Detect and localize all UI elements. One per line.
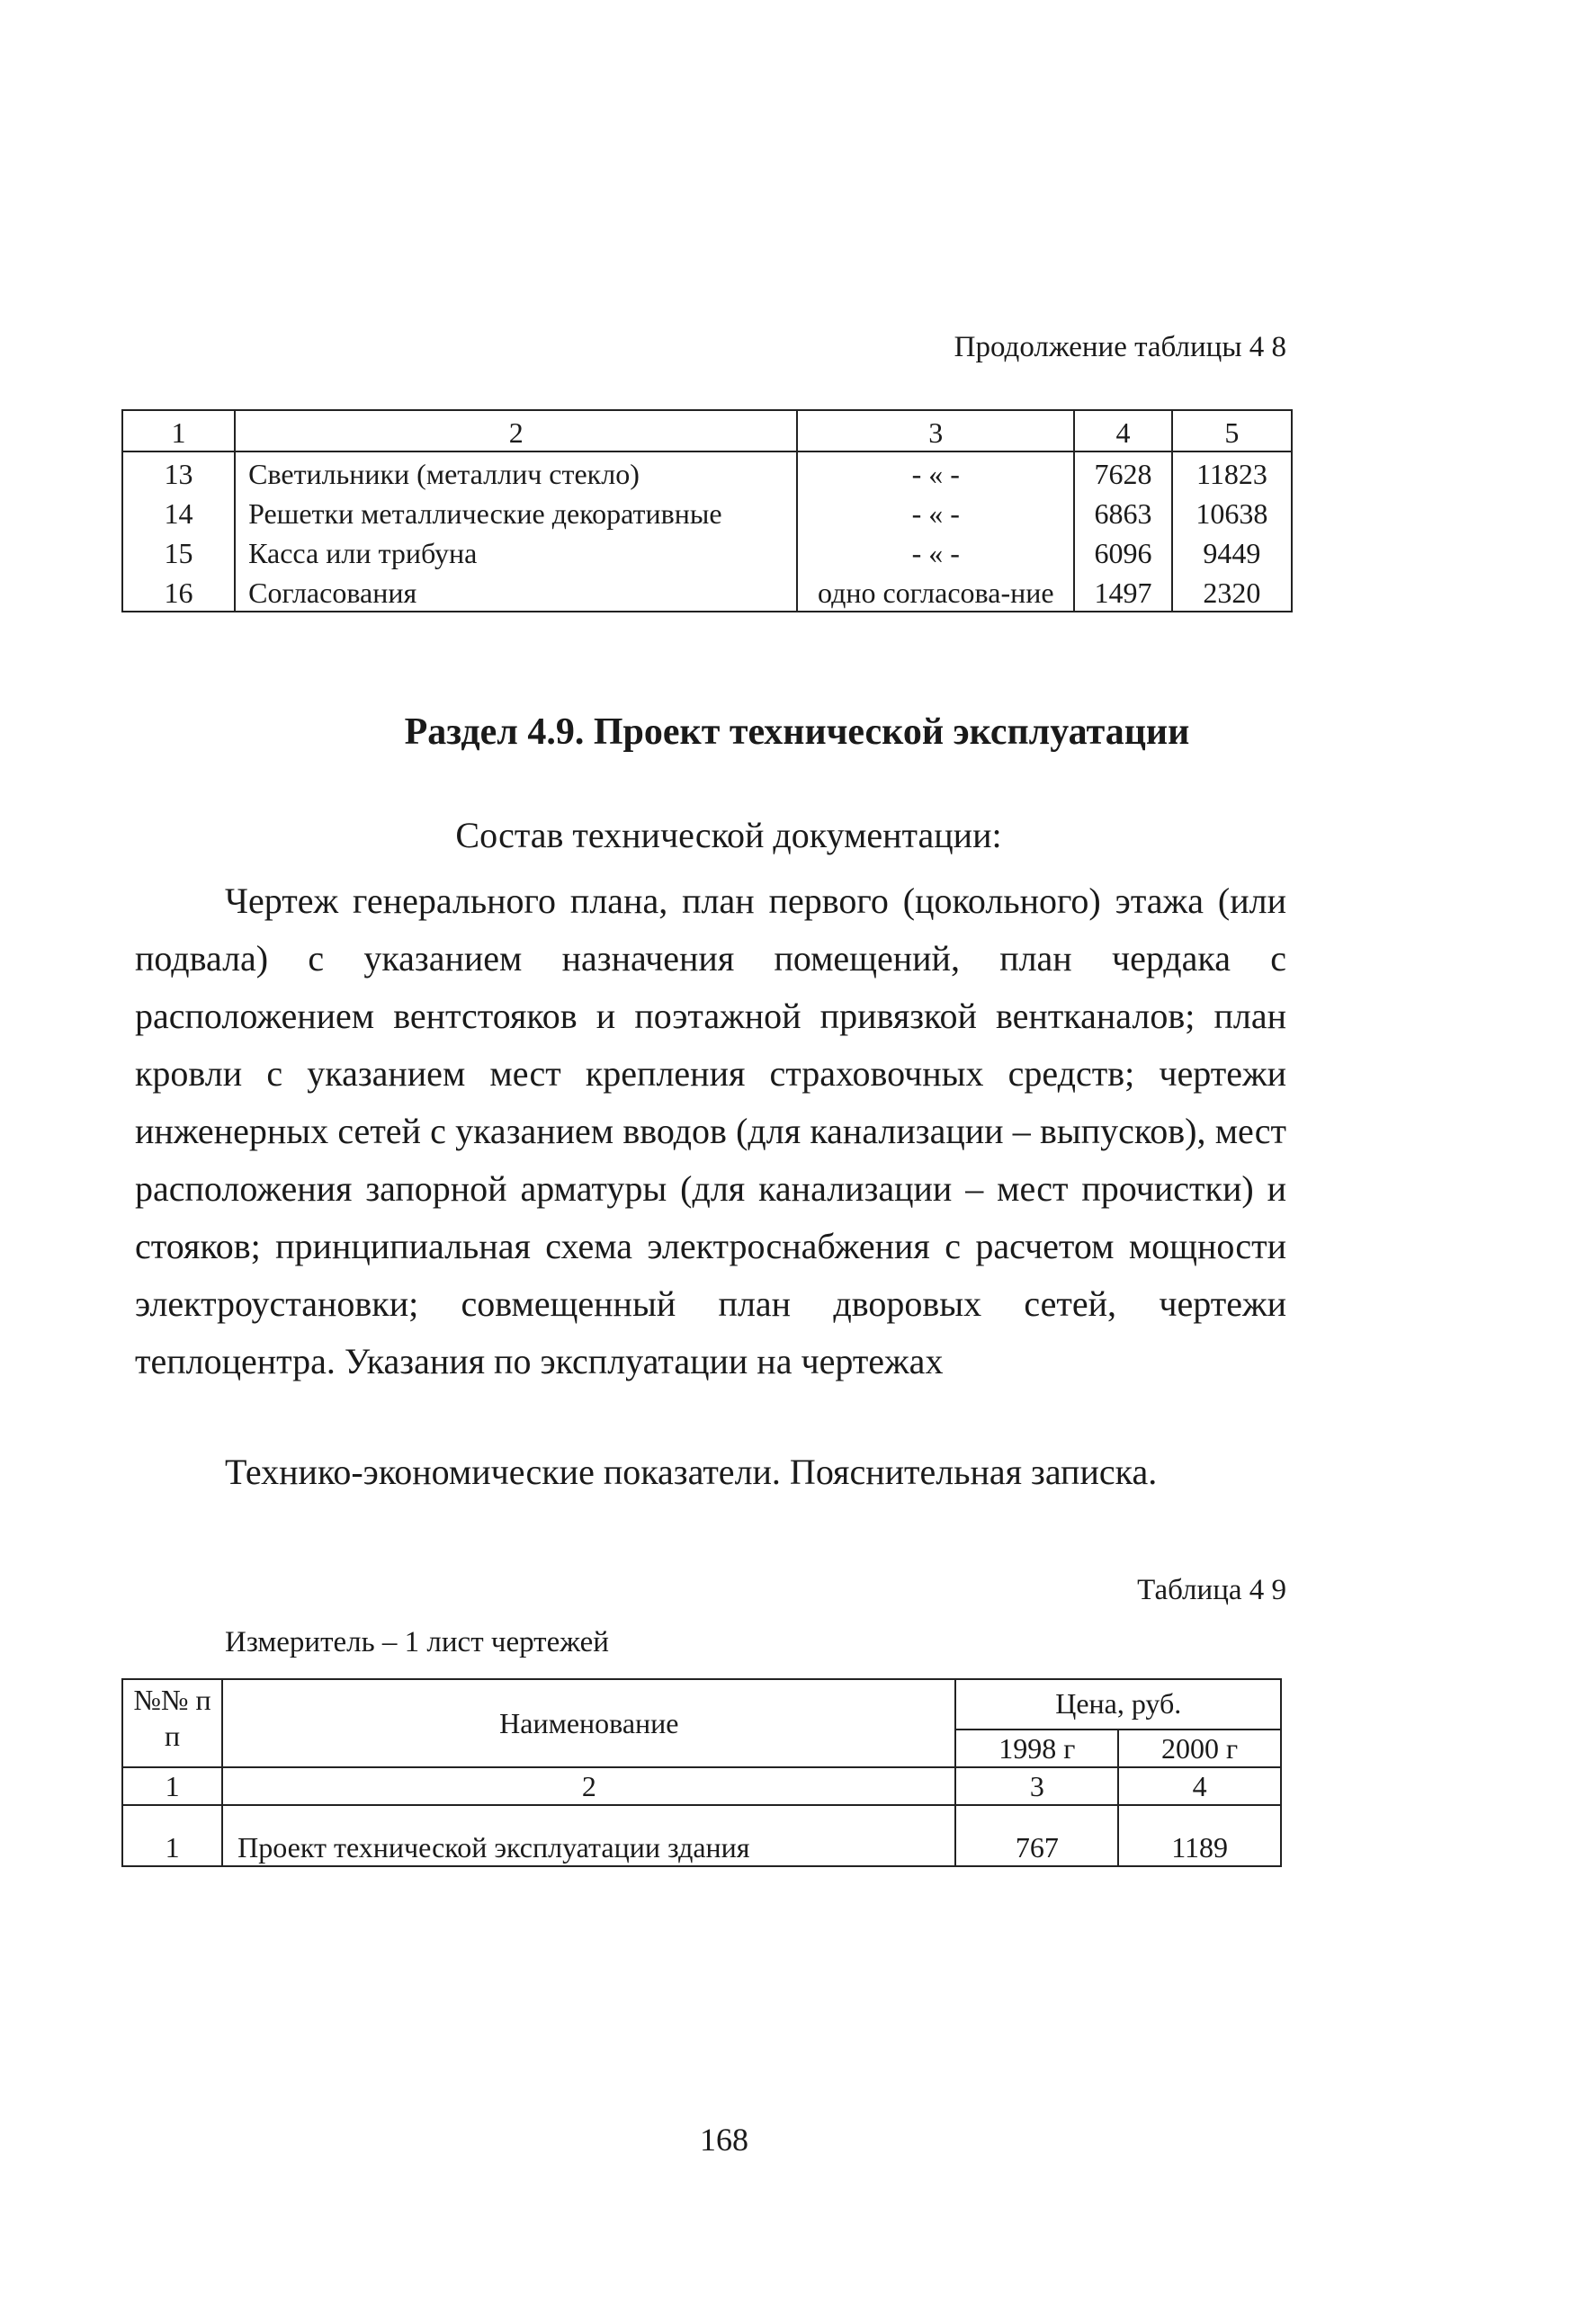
column-header-year: 1998 г [955, 1730, 1118, 1767]
unit: - « - [797, 451, 1074, 492]
column-header: 3 [797, 410, 1074, 451]
measure-caption: Измеритель – 1 лист чертежей [225, 1626, 609, 1658]
table-row [122, 492, 1292, 532]
table-4-9-caption: Таблица 4 9 [1137, 1574, 1286, 1606]
column-header: 2 [235, 410, 797, 451]
price-1998: 1497 [1074, 571, 1172, 612]
price-2000: 1189 [1118, 1805, 1281, 1866]
table-row [122, 451, 1292, 492]
price-2000: 2320 [1172, 571, 1292, 612]
column-header-price: Цена, руб. [955, 1679, 1281, 1730]
item-name: Решетки металлические декоративные [235, 492, 797, 532]
unit: - « - [797, 532, 1074, 571]
column-index: 4 [1118, 1767, 1281, 1805]
column-header-number: №№ п п [122, 1679, 222, 1767]
column-index: 3 [955, 1767, 1118, 1805]
unit: одно согласова-ние [797, 571, 1074, 612]
column-index: 2 [222, 1767, 955, 1805]
table-row [122, 1805, 1281, 1866]
price-2000: 10638 [1172, 492, 1292, 532]
column-header-year: 2000 г [1118, 1730, 1281, 1767]
row-number: 15 [122, 532, 235, 571]
row-number: 16 [122, 571, 235, 612]
price-1998: 6096 [1074, 532, 1172, 571]
price-2000: 9449 [1172, 532, 1292, 571]
unit: - « - [797, 492, 1074, 532]
column-header-name: Наименование [222, 1679, 955, 1767]
row-number: 14 [122, 492, 235, 532]
column-header: 1 [122, 410, 235, 451]
price-1998: 767 [955, 1805, 1118, 1866]
table-continuation-caption: Продолжение таблицы 4 8 [954, 331, 1286, 363]
table-row [122, 571, 1292, 612]
item-name: Светильники (металлич стекло) [235, 451, 797, 492]
table-4-8-continuation [121, 409, 1293, 612]
price-2000: 11823 [1172, 451, 1292, 492]
price-1998: 7628 [1074, 451, 1172, 492]
table-header-row [122, 1679, 1281, 1730]
table-header-row [122, 410, 1292, 451]
table-row [122, 532, 1292, 571]
column-header: 5 [1172, 410, 1292, 451]
page-number: 168 [700, 2122, 748, 2158]
section-heading: Раздел 4.9. Проект технической эксплуатации [404, 711, 1190, 753]
body-paragraph-2: Технико-экономические показатели. Пояснительная записка. [225, 1452, 1158, 1492]
column-index: 1 [122, 1767, 222, 1805]
column-header: 4 [1074, 410, 1172, 451]
table-4-9 [121, 1678, 1282, 1867]
body-paragraph: Чертеж генерального плана, план первого (цокольного) этажа (или подвала) с указанием назначения помещений, план чердака с расположением вентстояков и поэтажной привязкой вентканалов; план кровли с указанием мест крепления страховочных средств; чертежи инженерных сетей с указанием вводов (для канализации – выпусков), мест расположения запорной арматуры (для канализации – мест прочистки) и стояков; принципиальная схема электроснабжения с расчетом мощности электроустановки; совмещенный план дворовых сетей, чертежи теплоцентра. Указания по эксплуатации на чертежах [135, 880, 1286, 1381]
composition-title: Состав технической документации: [455, 815, 1002, 855]
item-name: Касса или трибуна [235, 532, 797, 571]
row-number: 1 [122, 1805, 222, 1866]
row-number: 13 [122, 451, 235, 492]
item-name: Проект технической эксплуатации здания [222, 1805, 955, 1866]
column-index-row [122, 1767, 1281, 1805]
price-1998: 6863 [1074, 492, 1172, 532]
item-name: Согласования [235, 571, 797, 612]
